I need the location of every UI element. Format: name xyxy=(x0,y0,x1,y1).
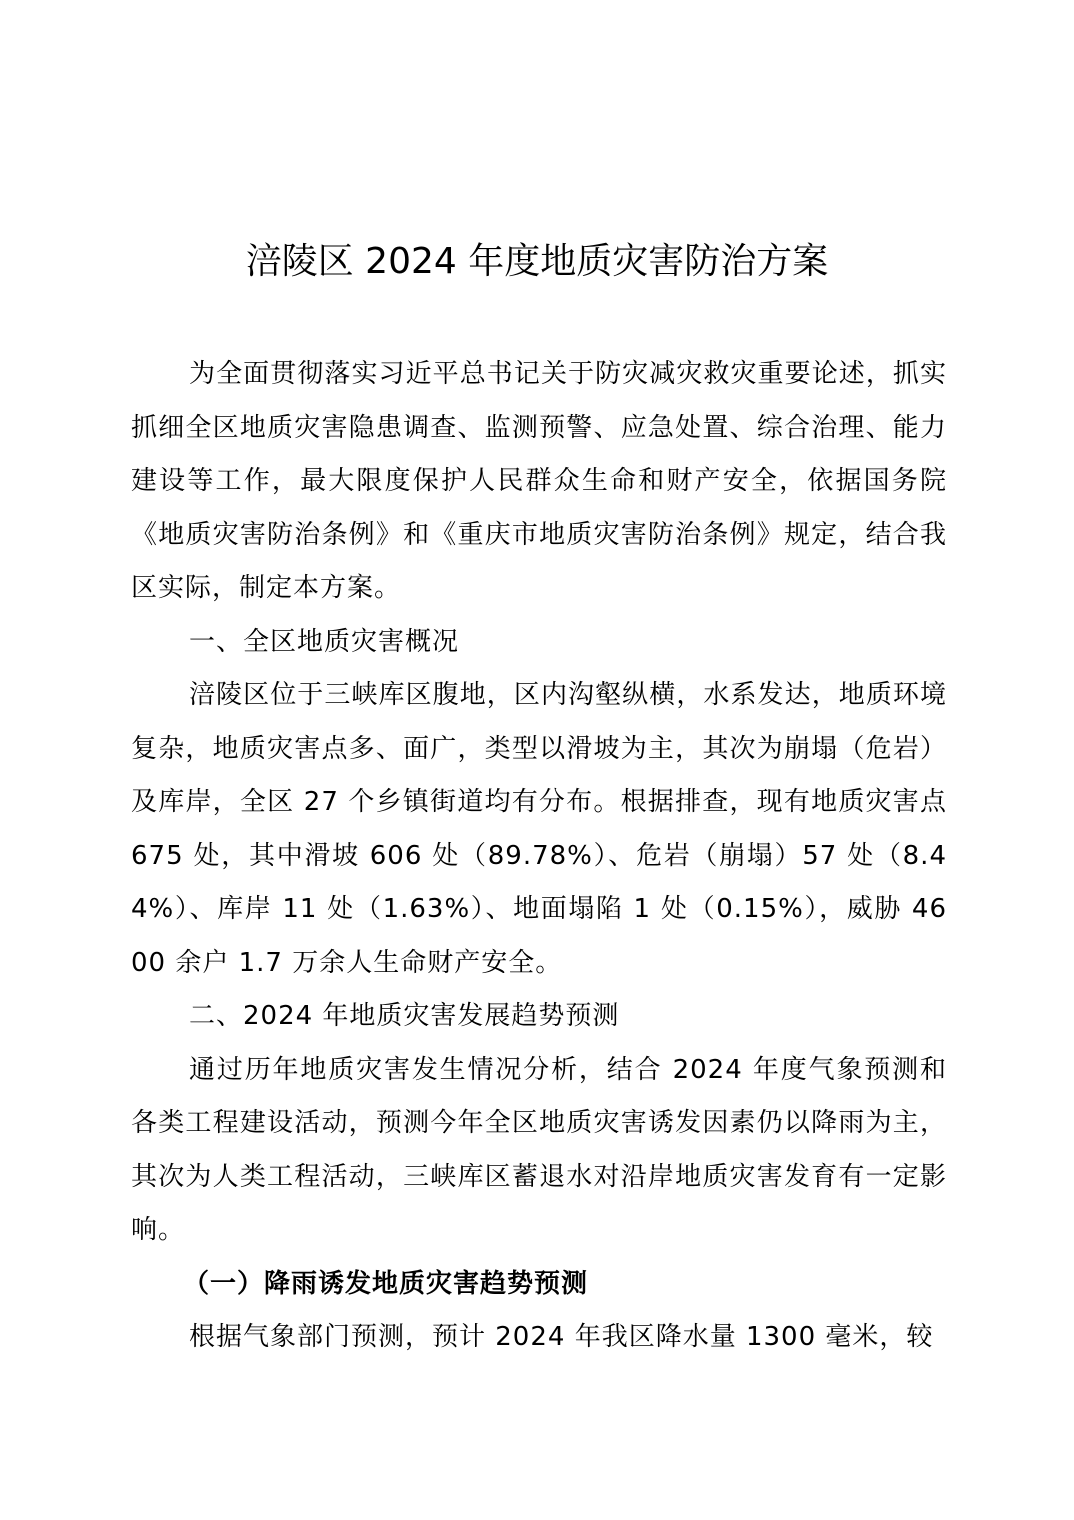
section-1-paragraph: 涪陵区位于三峡库区腹地，区内沟壑纵横，水系发达，地质环境复杂，地质灾害点多、面广，类型以滑坡为主，其次为崩塌（危岩）及库岸，全区 27 个乡镇街道均有分布。根据排查，现有地质灾害点 675 处，其中滑坡 606 处（89.78%）、危岩（崩塌）57 处（8.44%）、库岸 11 处（1.63%）、地面塌陷 1 处（0.15%），威胁 4600 余户 1.7 万余人生命财产安全。 xyxy=(131,680,947,978)
section-2-paragraph: 通过历年地质灾害发生情况分析，结合 2024 年度气象预测和各类工程建设活动，预测今年全区地质灾害诱发因素仍以降雨为主，其次为人类工程活动，三峡库区蓄退水对沿岸地质灾害发育有一定影响。 xyxy=(131,1054,947,1245)
section-2-heading: 二、2024 年地质灾害发展趋势预测 xyxy=(189,1001,620,1031)
intro-paragraph: 为全面贯彻落实习近平总书记关于防灾减灾救灾重要论述，抓实抓细全区地质灾害隐患调查、监测预警、应急处置、综合治理、能力建设等工作，最大限度保护人民群众生命和财产安全，依据国务院《地质灾害防治条例》和《重庆市地质灾害防治条例》规定，结合我区实际，制定本方案。 xyxy=(131,359,947,603)
subsection-1-heading: （一）降雨诱发地质灾害趋势预测 xyxy=(183,1268,589,1299)
subsection-1-paragraph: 根据气象部门预测，预计 2024 年我区降水量 1300 毫米，较 xyxy=(189,1322,934,1352)
document-body xyxy=(131,348,947,1365)
section-1-heading: 一、全区地质灾害概况 xyxy=(189,626,460,657)
document-title: 涪陵区 2024 年度地质灾害防治方案 xyxy=(245,241,829,282)
